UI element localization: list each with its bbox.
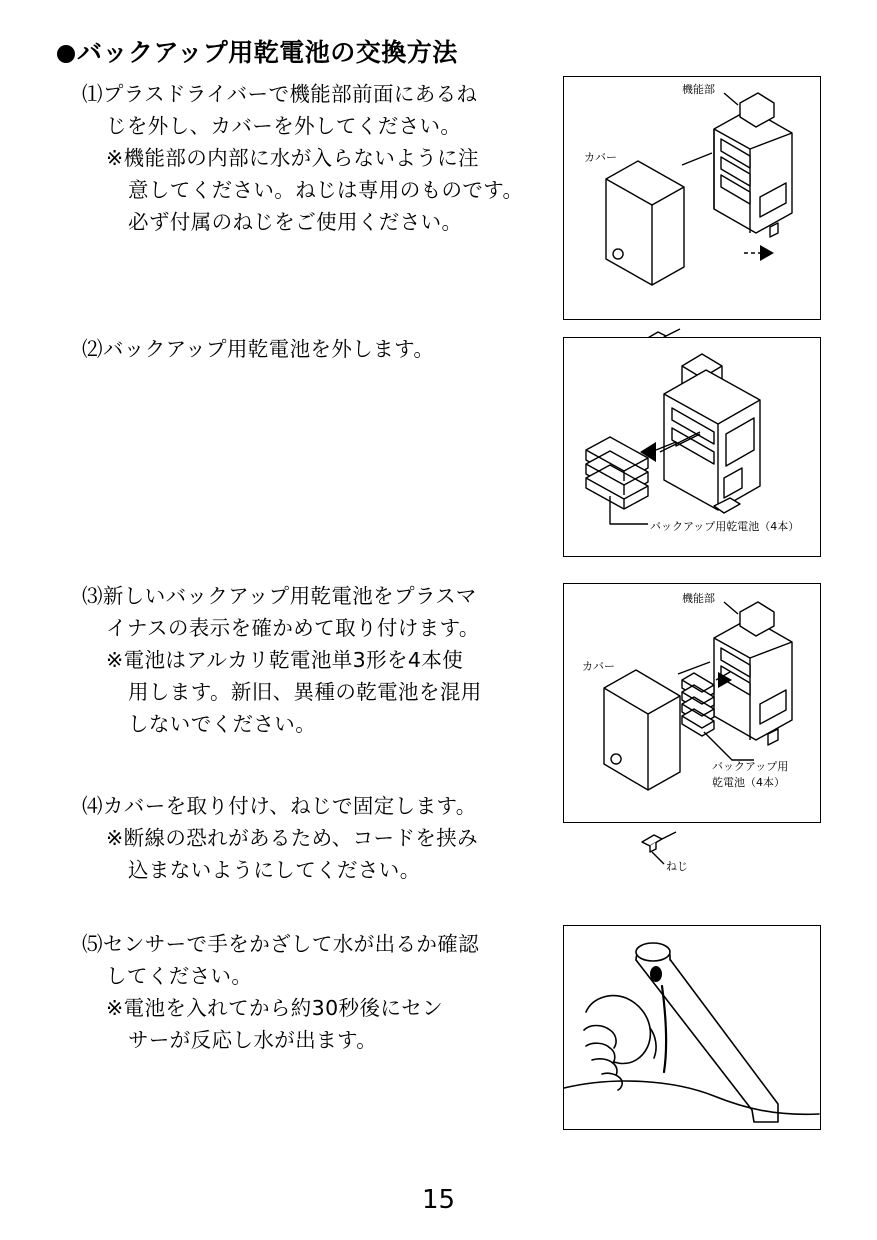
leader-battery [704, 732, 754, 760]
functional-unit-illustration [714, 602, 792, 745]
leader-cover [678, 662, 710, 674]
step-3-line-4: 用します。新旧、異種の乾電池を混用 [128, 680, 482, 704]
figure-2 [563, 337, 821, 557]
step-3-line-2: イナスの表示を確かめて取り付けます。 [106, 616, 480, 640]
step-3-line-1: ⑶新しいバックアップ用乾電池をプラスマ [82, 584, 477, 608]
page-title [57, 33, 458, 69]
step-5-line-1: ⑸センサーで手をかざして水が出るか確認 [82, 932, 480, 956]
functional-unit-illustration [664, 354, 760, 513]
step-4-line-3: 込まないようにしてください。 [128, 858, 421, 882]
figure-1-label-cover: カバー [584, 151, 617, 164]
bullet-icon [57, 45, 75, 63]
figure-3-label-battery-line2: 乾電池（4本） [712, 776, 785, 789]
cover-illustration [606, 161, 684, 285]
step-1-line-4: 意してください。ねじは専用のものです。 [128, 178, 524, 202]
step-5-line-4: サーが反応し水が出ます。 [128, 1028, 378, 1052]
step-3-line-5: しないでください。 [128, 712, 317, 736]
figure-3-label-screw: ねじ [666, 860, 688, 873]
leader-screw [652, 852, 664, 864]
hand-illustration [584, 996, 656, 1090]
battery-pack-illustration [586, 437, 648, 509]
figure-1 [563, 76, 821, 320]
figure-3-label-unit: 機能部 [682, 592, 715, 605]
step-1-text [82, 78, 523, 238]
page-title-text: バックアップ用乾電池の交換方法 [77, 38, 458, 67]
cover-illustration [604, 670, 680, 790]
battery-pack-illustration [682, 673, 714, 736]
step-1-line-5: 必ず付属のねじをご使用ください。 [128, 210, 463, 234]
step-5-line-2: してください。 [106, 964, 253, 988]
step-1-line-2: じを外し、カバーを外してください。 [106, 114, 462, 138]
figure-1-label-unit: 機能部 [682, 83, 715, 96]
figure-3-label-cover: カバー [582, 660, 615, 673]
step-5-text [82, 928, 479, 1056]
step-3-text [82, 580, 482, 740]
leader-unit [724, 93, 738, 105]
figure-2-label-battery: バックアップ用乾電池（4本） [650, 520, 800, 533]
figure-4 [563, 925, 821, 1130]
figure-3-label-battery-line1: バックアップ用 [712, 760, 789, 773]
assembly-arrow [744, 245, 774, 261]
basin-edge [564, 1081, 819, 1114]
step-5-line-3: ※電池を入れてから約30秒後にセン [106, 996, 444, 1020]
leader-cover [682, 153, 712, 165]
step-4-text [82, 790, 478, 886]
figure-3 [563, 583, 821, 873]
step-4-line-2: ※断線の恐れがあるため、コードを挟み [106, 826, 479, 850]
step-1-line-1: ⑴プラスドライバーで機能部前面にあるね [82, 82, 478, 106]
step-4-line-1: ⑷カバーを取り付け、ねじで固定します。 [82, 794, 477, 818]
leader-unit [724, 602, 738, 614]
step-2-text [82, 333, 434, 365]
step-3-line-3: ※電池はアルカリ乾電池単3形を4本使 [106, 648, 464, 672]
faucet-illustration [636, 943, 778, 1122]
step-2-line-1: ⑵バックアップ用乾電池を外します。 [82, 337, 435, 361]
screw-illustration [642, 832, 676, 852]
functional-unit-illustration [714, 93, 792, 237]
page-number: 15 [421, 1185, 456, 1215]
step-1-line-3: ※機能部の内部に水が入らないように注 [106, 146, 479, 170]
